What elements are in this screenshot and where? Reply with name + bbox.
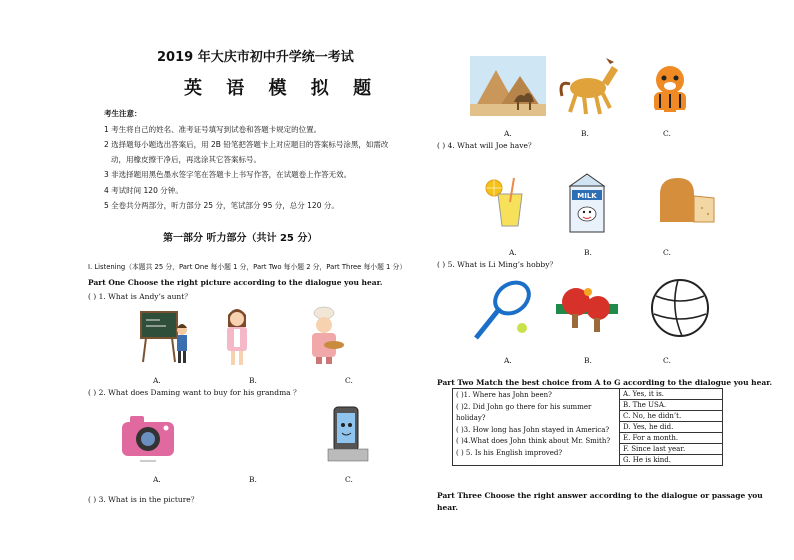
question-4: ( ) 4. What will Joe have？	[437, 141, 536, 150]
option-label: B.	[584, 248, 592, 257]
option-label: B.	[581, 129, 589, 138]
tennis-racket-picture	[468, 280, 538, 344]
question-3: ( ) 3. What is in the picture？	[88, 495, 199, 504]
option-label: B.	[249, 376, 257, 385]
option-label: B.	[584, 356, 592, 365]
match-question: holiday?	[456, 414, 486, 423]
milk-label: MILK	[577, 192, 597, 200]
match-answer: D. Yes, he did.	[620, 422, 723, 433]
notice-line: 5 全卷共分两部分，听力部分 25 分，笔试部分 95 分，总分 120 分。	[104, 201, 339, 210]
question-5: ( ) 5. What is Li Ming’s hobby？	[437, 260, 557, 269]
cook-picture	[304, 305, 348, 365]
match-question: ( )1. Where has John been?	[456, 391, 552, 399]
part-two-title: Part Two Match the best choice from A to G according to the dialogue you hear.	[437, 378, 773, 387]
questions-cell	[453, 389, 620, 466]
question-2: ( ) 2. What does Daming want to buy for his grandma ？	[88, 388, 301, 397]
match-answer: B. The USA.	[620, 400, 723, 411]
bread-picture	[654, 172, 720, 228]
match-question: ( ) 5. Is his English improved?	[456, 448, 563, 457]
nurse-picture	[222, 305, 252, 367]
part-three-title: Part Three Choose the right answer according to the dialogue or passage you	[437, 491, 763, 500]
milk-carton-picture	[560, 172, 614, 236]
horse-picture	[556, 58, 622, 118]
question-1: ( ) 1. What is Andy’s aunt？	[88, 292, 192, 301]
notice-line: 1 考生将自己的姓名、准考证号填写到试卷和答题卡规定的位置。	[104, 125, 322, 134]
ping-pong-picture	[556, 282, 618, 340]
option-label: A.	[504, 129, 512, 138]
listening-intro: I. Listening（本题共 25 分，Part One 每小题 1 分，Part Two 每小题 2 分，Part Three 每小题 1 分）	[88, 263, 407, 271]
volleyball-picture	[648, 276, 712, 340]
match-answer: C. No, he didn’t.	[620, 411, 723, 422]
option-label: B.	[249, 475, 257, 484]
match-answer: E. For a month.	[620, 433, 723, 444]
option-label: C.	[663, 129, 671, 138]
match-question: ( )4.What does John think about Mr. Smith?	[456, 437, 611, 446]
option-label: C.	[345, 475, 353, 484]
option-label: A.	[153, 376, 161, 385]
notice-line: 2 选择题每小题选出答案后，用 2B 铅笔把答题卡上对应题目的答案标号涂黑，如需改	[104, 140, 389, 149]
option-label: A.	[509, 248, 517, 257]
subject-title: 英 语 模 拟 题	[184, 78, 381, 99]
notice-line: 3 非选择题用黑色墨水签字笔在答题卡上书写作答，在试题卷上作答无效。	[104, 170, 352, 179]
option-label: C.	[663, 248, 671, 257]
match-question: ( )3. How long has John stayed in America?	[456, 425, 610, 434]
option-label: C.	[663, 356, 671, 365]
match-answer: F. Since last year.	[620, 444, 723, 455]
section-title: 第一部分 听力部分（共计 25 分）	[163, 233, 318, 244]
camera-picture	[118, 412, 178, 464]
teacher-blackboard-picture	[138, 308, 190, 366]
part-three-title-cont: hear.	[437, 503, 458, 512]
orange-juice-picture	[484, 176, 530, 228]
exam-title: 2019 年大庆市初中升学统一考试	[157, 50, 354, 65]
notice-line: 动，用橡皮擦干净后，再选涂其它答案标号。	[111, 155, 261, 164]
option-label: A.	[504, 356, 512, 365]
match-answer: A. Yes, it is.	[620, 389, 723, 400]
matching-table	[452, 388, 723, 466]
part-one-title: Part One Choose the right picture according to the dialogue you hear.	[88, 278, 383, 287]
tiger-picture	[642, 62, 700, 120]
mobile-phone-picture	[326, 405, 370, 465]
notice-heading: 考生注意：	[104, 109, 142, 118]
option-label: C.	[345, 376, 353, 385]
option-label: A.	[153, 475, 161, 484]
match-question: ( )2. Did John go there for his summer	[456, 402, 592, 411]
pyramid-camel-picture	[470, 56, 546, 116]
match-answer: G. He is kind.	[620, 455, 723, 466]
notice-line: 4 考试时间 120 分钟。	[104, 186, 183, 195]
